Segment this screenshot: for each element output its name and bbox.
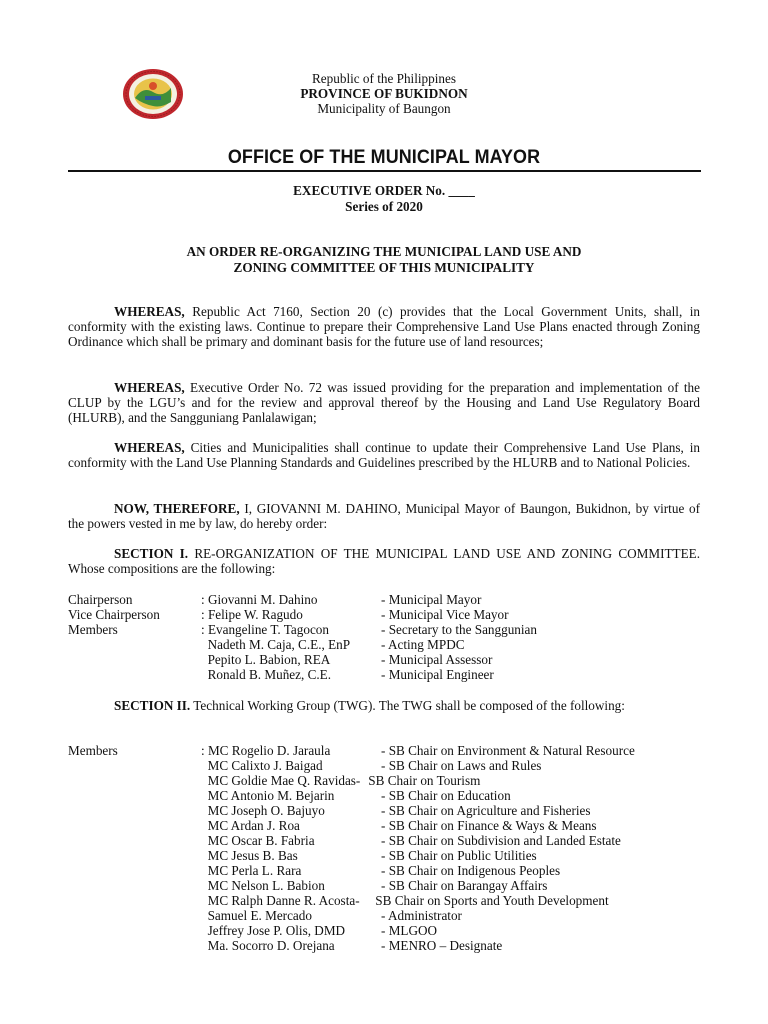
twg-position: - Administrator xyxy=(381,908,462,923)
order-title-line-2: ZONING COMMITTEE OF THIS MUNICIPALITY xyxy=(233,260,535,275)
twg-name: Samuel E. Mercado xyxy=(201,908,312,923)
whereas-paragraph-3 xyxy=(68,440,700,470)
committee-name: : Giovanni M. Dahino xyxy=(201,592,318,607)
header-country: Republic of the Philippines xyxy=(312,71,456,86)
whereas-paragraph-1 xyxy=(68,304,700,350)
twg-name: MC Ardan J. Roa xyxy=(201,818,300,833)
twg-position: - SB Chair on Environment & Natural Resource xyxy=(381,743,635,758)
twg-position: - SB Chair on Indigenous Peoples xyxy=(381,863,561,878)
twg-position: - SB Chair on Laws and Rules xyxy=(381,758,542,773)
twg-position: - SB Chair on Subdivision and Landed Estate xyxy=(381,833,621,848)
now-therefore-paragraph xyxy=(68,501,700,531)
header-province: PROVINCE OF BUKIDNON xyxy=(300,86,468,101)
committee-role: Vice Chairperson xyxy=(68,607,160,622)
twg-position: - SB Chair on Barangay Affairs xyxy=(381,878,548,893)
whereas-lead: WHEREAS, xyxy=(114,304,185,319)
twg-name: MC Calixto J. Baigad xyxy=(201,758,323,773)
order-title-line-1: AN ORDER RE-ORGANIZING THE MUNICIPAL LAND USE AND xyxy=(186,244,582,259)
twg-position: - MENRO – Designate xyxy=(381,938,503,953)
section-2-paragraph xyxy=(68,698,700,713)
whereas-paragraph-2 xyxy=(68,380,700,426)
paragraph-text: Executive Order No. 72 was issued providing for the preparation and implementation of the CLUP by the LGU’s and for the review and approval thereof by the Housing and Land Use Regulatory Board (HLURB), and the Sangguniang Panlalawigan; xyxy=(68,380,700,426)
twg-name: MC Oscar B. Fabria xyxy=(201,833,315,848)
twg-name: MC Joseph O. Bajuyo xyxy=(201,803,325,818)
whereas-lead: WHEREAS, xyxy=(114,440,185,455)
committee-position: - Municipal Vice Mayor xyxy=(381,607,509,622)
twg-position: - SB Chair on Agriculture and Fisheries xyxy=(381,803,591,818)
twg-position: - SB Chair on Education xyxy=(381,788,511,803)
title-divider xyxy=(68,170,701,172)
committee-position: - Municipal Assessor xyxy=(381,652,493,667)
twg-position: SB Chair on Tourism xyxy=(365,773,481,788)
committee-name: Pepito L. Babion, REA xyxy=(201,652,331,667)
now-therefore-lead: NOW, THEREFORE, xyxy=(114,501,240,516)
twg-position: SB Chair on Sports and Youth Development xyxy=(372,893,609,908)
committee-role: Chairperson xyxy=(68,592,133,607)
twg-role: Members xyxy=(68,743,118,758)
header-municipality: Municipality of Baungon xyxy=(317,101,451,116)
twg-name: Jeffrey Jose P. Olis, DMD xyxy=(201,923,346,938)
section-1-paragraph xyxy=(68,546,700,576)
twg-name: MC Antonio M. Bejarin xyxy=(201,788,335,803)
paragraph-text: I, GIOVANNI M. DAHINO, Municipal Mayor of Baungon, Bukidnon, by virtue of the powers vested in me by law, do hereby order: xyxy=(68,501,700,532)
executive-order-series: Series of 2020 xyxy=(345,199,423,214)
committee-position: - Acting MPDC xyxy=(381,637,465,652)
section-2-lead: SECTION II. xyxy=(114,698,191,713)
twg-name: MC Nelson L. Babion xyxy=(201,878,325,893)
committee-name: Nadeth M. Caja, C.E., EnP xyxy=(201,637,351,652)
paragraph-text: RE-ORGANIZATION OF THE MUNICIPAL LAND USE AND ZONING COMMITTEE. Whose compositions are the following: xyxy=(68,546,700,577)
section-1-lead: SECTION I. xyxy=(114,546,189,561)
twg-position: - SB Chair on Finance & Ways & Means xyxy=(381,818,597,833)
twg-name: MC Perla L. Rara xyxy=(201,863,302,878)
committee-role: Members xyxy=(68,622,118,637)
twg-name: Ma. Socorro D. Orejana xyxy=(201,938,335,953)
executive-order-number: EXECUTIVE ORDER No. ____ xyxy=(293,183,475,198)
twg-name: : MC Rogelio D. Jaraula xyxy=(201,743,331,758)
committee-name: : Felipe W. Ragudo xyxy=(201,607,303,622)
committee-position: - Secretary to the Sanggunian xyxy=(381,622,538,637)
committee-name: Ronald B. Muñez, C.E. xyxy=(201,667,332,682)
twg-name: MC Jesus B. Bas xyxy=(201,848,298,863)
twg-name: MC Ralph Danne R. Acosta- xyxy=(201,893,360,908)
paragraph-text: Technical Working Group (TWG). The TWG shall be composed of the following: xyxy=(190,698,625,713)
twg-position: - MLGOO xyxy=(381,923,438,938)
committee-position: - Municipal Mayor xyxy=(381,592,482,607)
paragraph-text: Republic Act 7160, Section 20 (c) provides that the Local Government Units, shall, in conformity with the existing laws. Continue to prepare their Comprehensive Land Use Plans enacted through Zoning Ordinance which shall be primary and dominant basis for the future use of land resources; xyxy=(68,304,700,350)
committee-position: - Municipal Engineer xyxy=(381,667,494,682)
committee-name: : Evangeline T. Tagocon xyxy=(201,622,329,637)
paragraph-text: Cities and Municipalities shall continue to update their Comprehensive Land Use Plans, in conformity with the Land Use Planning Standards and Guidelines prescribed by the HLURB and to National Policies. xyxy=(68,440,700,471)
whereas-lead: WHEREAS, xyxy=(114,380,185,395)
office-title: OFFICE OF THE MUNICIPAL MAYOR xyxy=(227,146,541,168)
twg-name: MC Goldie Mae Q. Ravidas- xyxy=(201,773,361,788)
twg-position: - SB Chair on Public Utilities xyxy=(381,848,537,863)
